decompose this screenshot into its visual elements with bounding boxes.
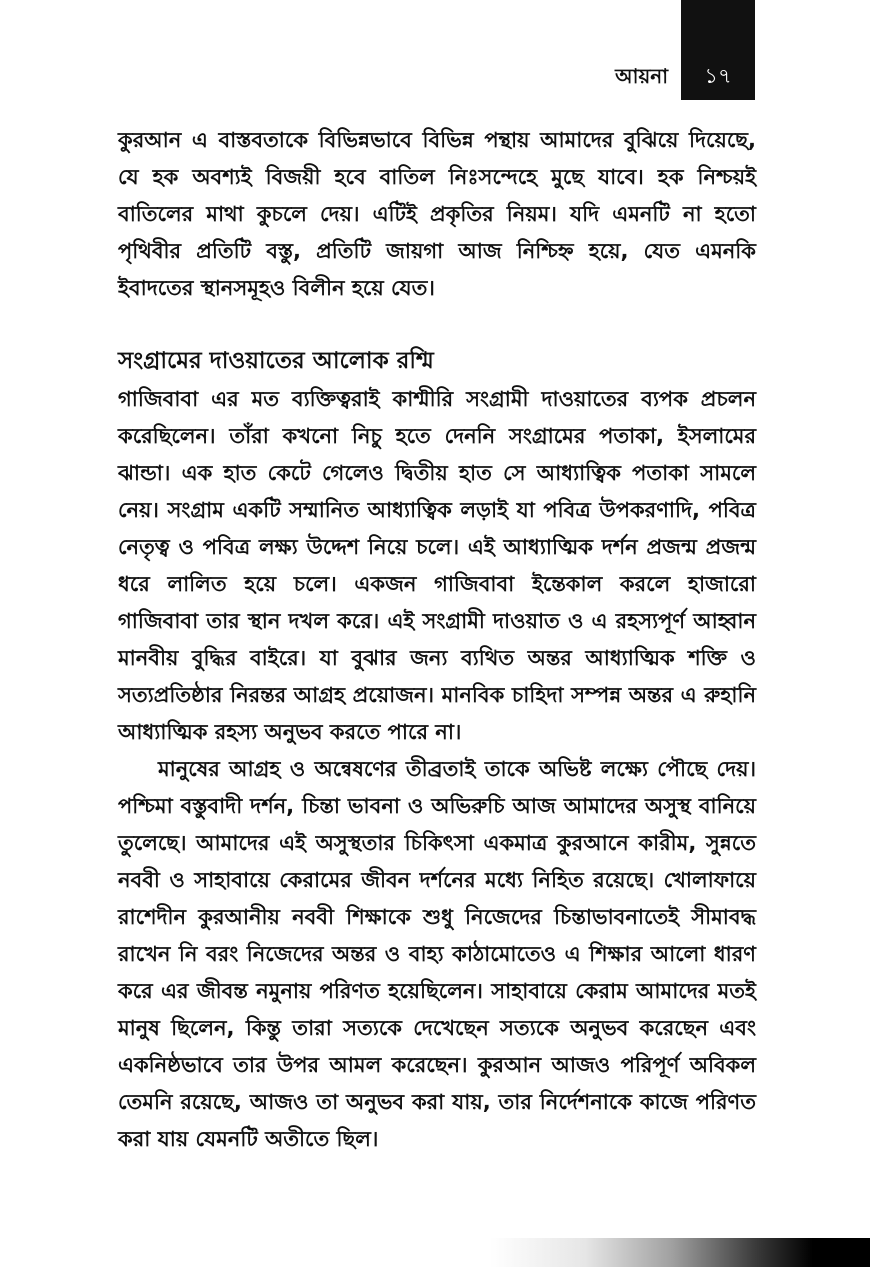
paragraph-1: কুরআন এ বাস্তবতাকে বিভিন্নভাবে বিভিন্ন পন্থায় আমাদের বুঝিয়ে দিয়েছে, যে হক অবশ্যই বিজয়ী হবে বাতিল নিঃসন্দেহে মুছে যাবে। হক নিশ্চয়ই বাতিলের মাথা কুচলে দেয়। এটিই প্রকৃতির নিয়ম। যদি এমনটি না হতো পৃথিবীর প্রতিটি বস্তু, প্রতিটি জায়গা আজ নিশ্চিহ্ন হয়ে, যেত এমনকি ইবাদতের স্থানসমূহও বিলীন হয়ে যেত। (118, 128, 756, 300)
running-header-title: আয়না (615, 64, 668, 88)
section-heading: সংগ্রামের দাওয়াতের আলোক রশ্মি (118, 348, 434, 374)
paragraph-2: গাজিবাবা এর মত ব্যক্তিত্বরাই কাশ্মীরি সংগ্রামী দাওয়াতের ব্যপক প্রচলন করেছিলেন। তাঁরা কখনো নিচু হতে দেননি সংগ্রামের পতাকা, ইসলামের ঝান্ডা। এক হাত কেটে গেলেও দ্বিতীয় হাত সে আধ্যাত্বিক পতাকা সামলে নেয়। সংগ্রাম একটি সম্মানিত আধ্যাত্বিক লড়াই যা পবিত্র উপকরণাদি, পবিত্র নেতৃত্ব ও পবিত্র লক্ষ্য উদ্দেশ নিয়ে চলে। এই আধ্যাত্মিক দর্শন প্রজন্ম প্রজন্ম ধরে লালিত হয়ে চলে। একজন গাজিবাবা ইন্তেকাল করলে হাজারো গাজিবাবা তার স্থান দখল করে। এই সংগ্রামী দাওয়াত ও এ রহস্যপূর্ণ আহ্বান মানবীয় বুদ্ধির বাইরে। যা বুঝার জন্য ব্যথিত অন্তর আধ্যাত্মিক শক্তি ও সত্যপ্রতিষ্ঠার নিরন্তর আগ্রহ প্রয়োজন। মানবিক চাহিদা সম্পন্ন অন্তর এ রুহানি আধ্যাত্মিক রহস্য অনুভব করতে পারে না। (118, 387, 756, 744)
paragraph-3: মানুষের আগ্রহ ও অন্বেষণের তীব্রতাই তাকে অভিষ্ট লক্ষ্যে পৌছে দেয়। পশ্চিমা বস্তুবাদী দর্শন, চিন্তা ভাবনা ও অভিরুচি আজ আমাদের অসুস্থ বানিয়ে তুলেছে। আমাদের এই অসুস্থতার চিকিৎসা একমাত্র কুরআনে কারীম, সুন্নতে নববী ও সাহাবায়ে কেরামের জীবন দর্শনের মধ্যে নিহিত রয়েছে। খোলাফায়ে রাশেদীন কুরআনীয় নববী শিক্ষাকে শুধু নিজেদের চিন্তাভাবনাতেই সীমাবদ্ধ রাখেন নি বরং নিজেদের অন্তর ও বাহ্য কাঠামোতেও এ শিক্ষার আলো ধারণ করে এর জীবন্ত নমুনায় পরিণত হয়েছিলেন। সাহাবায়ে কেরাম আমাদের মতই মানুষ ছিলেন, কিন্তু তারা সত্যকে দেখেছেন সত্যকে অনুভব করেছেন এবং একনিষ্ঠভাবে তার উপর আমল করেছেন। কুরআন আজও পরিপূর্ণ অবিকল তেমনি রয়েছে, আজও তা অনুভব করা যায়, তার নির্দেশনাকে কাজে পরিণত করা যায় যেমনটি অতীতে ছিল। (118, 757, 756, 1151)
page-body (118, 122, 756, 1158)
page-number: ১৭ (704, 64, 732, 88)
footer-gradient-bar (490, 1238, 870, 1267)
